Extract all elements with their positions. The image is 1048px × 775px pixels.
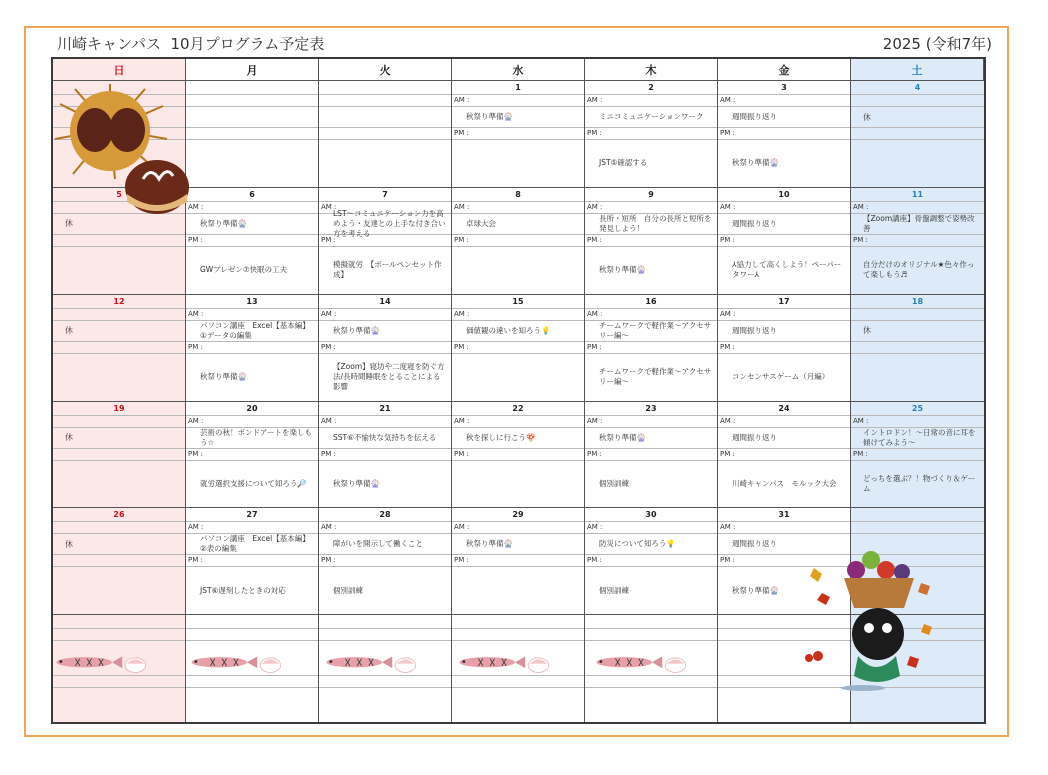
am-label	[851, 309, 984, 321]
am-label: AM :	[452, 309, 584, 321]
pm-activity: 秋祭り準備🎡	[732, 158, 779, 168]
am-activity: 障がいを開示して働くこと	[319, 534, 451, 555]
calendar-day-cell	[851, 188, 984, 295]
pm-activity: 秋祭り準備🎡	[732, 585, 779, 595]
pm-label: PM :	[186, 555, 318, 567]
am-activity: 卓球大会	[452, 214, 584, 235]
am-activity: 芸術の秋！ボンドアートを楽しもう☆	[186, 428, 318, 449]
day-number: 29	[452, 508, 584, 522]
calendar-day-cell	[585, 402, 718, 509]
pm-label	[851, 342, 984, 354]
day-number	[851, 508, 984, 522]
pm-label: PM :	[851, 235, 984, 247]
am-activity: パソコン講座 Excel【基本編】②表の編集	[186, 534, 318, 555]
am-activity: パソコン講座 Excel【基本編】①データの編集	[186, 321, 318, 342]
am-label	[186, 95, 318, 107]
blank-row	[53, 615, 185, 629]
am-label: AM :	[585, 416, 717, 428]
pm-label	[53, 555, 185, 567]
day-number	[186, 81, 318, 95]
am-activity: チームワークで軽作業～アクセサリー編～	[585, 321, 717, 342]
character-with-fruit-basket-illustration	[806, 548, 951, 694]
am-label	[53, 309, 185, 321]
pm-label	[53, 449, 185, 461]
holiday-label: 休	[53, 214, 185, 235]
day-header: 日	[53, 59, 186, 81]
am-activity: 週間振り返り	[718, 107, 850, 128]
am-activity: 秋祭り準備🎡	[186, 214, 318, 235]
am-label: AM :	[319, 309, 451, 321]
am-activity: SST⑥不愉快な気持ちを伝える	[319, 428, 451, 449]
calendar-day-cell	[585, 81, 718, 188]
pm-activity: 秋祭り準備🎡	[599, 265, 646, 275]
day-number: 3	[718, 81, 850, 95]
day-number: 7	[319, 188, 451, 202]
am-label: AM :	[186, 202, 318, 214]
blank-row	[452, 676, 584, 688]
calendar-day-cell	[186, 295, 319, 402]
day-number: 26	[53, 508, 185, 522]
day-header: 火	[319, 59, 452, 81]
blank-row	[319, 629, 451, 641]
pm-label: PM :	[585, 449, 717, 461]
am-activity: 【Zoom講座】骨盤調整で姿勢改善	[851, 214, 984, 235]
pm-activity: どっちを選ぶ？！物づくり＆ゲーム	[863, 473, 976, 493]
pm-label	[319, 128, 451, 140]
pm-activity: 秋祭り準備🎡	[200, 372, 247, 382]
holiday-label: 休	[53, 321, 185, 342]
am-label	[53, 522, 185, 534]
blank-row	[452, 629, 584, 641]
day-number: 2	[585, 81, 717, 95]
pm-activity	[452, 354, 584, 401]
am-label: AM :	[718, 416, 850, 428]
grilled-fish-icon	[190, 651, 285, 675]
am-activity: 価値観の違いを知ろう💡	[452, 321, 584, 342]
calendar-day-cell	[319, 508, 452, 615]
am-label: AM :	[319, 202, 451, 214]
day-header: 水	[452, 59, 585, 81]
am-label: AM :	[319, 522, 451, 534]
calendar-day-cell	[851, 81, 984, 188]
calendar-day-cell	[718, 295, 851, 402]
am-label: AM :	[585, 522, 717, 534]
am-activity: 秋を探しに行こう🍄	[452, 428, 584, 449]
pm-label: PM :	[452, 235, 584, 247]
am-label: AM :	[452, 202, 584, 214]
grilled-fish-icon	[458, 651, 553, 675]
pm-label	[53, 342, 185, 354]
pm-activity	[851, 354, 984, 401]
day-number: 21	[319, 402, 451, 416]
pm-label: PM :	[452, 342, 584, 354]
pm-activity: 就労選択支援について知ろう🔎	[200, 478, 307, 488]
am-label: AM :	[585, 309, 717, 321]
am-activity: 秋祭り準備🎡	[319, 321, 451, 342]
am-label: AM :	[851, 202, 984, 214]
pm-activity: コンセンサスゲーム（月編）	[732, 372, 830, 382]
pm-label: PM :	[452, 128, 584, 140]
day-number: 1	[452, 81, 584, 95]
pm-activity	[319, 140, 451, 187]
blank-row	[186, 676, 318, 688]
pm-label: PM :	[585, 235, 717, 247]
pm-activity: 個別訓練	[599, 585, 629, 595]
pm-label: PM :	[718, 235, 850, 247]
holiday-label: 休	[851, 107, 984, 128]
am-activity: 防災について知ろう💡	[585, 534, 717, 555]
calendar-day-cell	[585, 188, 718, 295]
pm-activity: 【Zoom】寝坊や二度寝を防ぐ方法/長時間睡眠をとることによる影響	[333, 362, 445, 392]
blank-row	[585, 688, 717, 722]
blank-row	[53, 676, 185, 688]
day-number: 6	[186, 188, 318, 202]
day-number: 31	[718, 508, 850, 522]
pm-label: PM :	[718, 555, 850, 567]
pm-activity	[452, 247, 584, 294]
pm-activity	[53, 567, 185, 614]
am-label: AM :	[452, 95, 584, 107]
pm-activity	[452, 461, 584, 508]
pm-activity: 模擬就労 【ボールペンセット作成】	[333, 260, 442, 280]
calendar-day-cell	[319, 402, 452, 509]
pm-label: PM :	[585, 555, 717, 567]
calendar-day-cell	[186, 188, 319, 295]
day-number: 17	[718, 295, 850, 309]
pm-activity: 個別訓練	[333, 585, 363, 595]
am-label	[319, 95, 451, 107]
pm-label	[53, 235, 185, 247]
calendar-day-cell	[186, 508, 319, 615]
blank-row	[319, 676, 451, 688]
pm-label: PM :	[319, 342, 451, 354]
pm-label: PM :	[319, 555, 451, 567]
pm-activity: ⅄協力して高くしよう！ペーパータワー⅄	[732, 260, 842, 280]
am-label: AM :	[452, 416, 584, 428]
calendar-day-cell	[186, 402, 319, 509]
holiday-label: 休	[53, 428, 185, 449]
calendar-day-cell	[718, 402, 851, 509]
pm-label: PM :	[585, 128, 717, 140]
day-number: 13	[186, 295, 318, 309]
calendar-day-cell	[718, 81, 851, 188]
blank-row	[53, 688, 185, 722]
day-number: 14	[319, 295, 451, 309]
pm-label: PM :	[718, 128, 850, 140]
blank-row	[452, 688, 584, 722]
pm-label: PM :	[452, 449, 584, 461]
am-activity: 週間振り返り	[718, 534, 850, 555]
calendar-day-cell	[186, 81, 319, 188]
blank-row	[53, 629, 185, 641]
calendar-day-cell	[452, 188, 585, 295]
blank-row	[585, 629, 717, 641]
pm-label: PM :	[585, 342, 717, 354]
grilled-fish-icon	[55, 651, 150, 675]
blank-row	[186, 688, 318, 722]
am-activity: LST～コミュニケーション力を高めよう・友達との上手な付き合い方を考える	[319, 214, 451, 235]
day-number: 15	[452, 295, 584, 309]
pm-activity: チームワークで軽作業～アクセサリー編～	[599, 367, 712, 387]
am-activity: ミニコミュニケーションワーク	[585, 107, 717, 128]
pm-label: PM :	[319, 449, 451, 461]
calendar-day-cell	[718, 188, 851, 295]
pm-label: PM :	[718, 342, 850, 354]
calendar-day-cell	[452, 508, 585, 615]
am-label	[851, 95, 984, 107]
day-number: 22	[452, 402, 584, 416]
page-year: 2025 (令和7年)	[882, 35, 992, 53]
day-number: 27	[186, 508, 318, 522]
calendar-day-cell	[53, 402, 186, 509]
day-header: 土	[851, 59, 984, 81]
day-number: 30	[585, 508, 717, 522]
day-number: 12	[53, 295, 185, 309]
pm-activity	[186, 140, 318, 187]
blank-row	[186, 615, 318, 629]
blank-row	[319, 615, 451, 629]
chestnut-illustration	[55, 84, 195, 216]
blank-row	[452, 615, 584, 629]
am-label: AM :	[718, 95, 850, 107]
pm-activity: JST⑤確認する	[599, 158, 648, 168]
pm-activity: JST⑥遅刻したときの対応	[200, 585, 286, 595]
pm-label: PM :	[718, 449, 850, 461]
calendar-day-cell	[452, 402, 585, 509]
am-label: AM :	[585, 202, 717, 214]
am-label: AM :	[319, 416, 451, 428]
am-activity	[319, 107, 451, 128]
blank-row	[186, 629, 318, 641]
pm-activity: 自分だけのオリジナル★色々作って楽しもう♬	[863, 260, 975, 280]
pm-activity	[53, 247, 185, 294]
day-number: 16	[585, 295, 717, 309]
pm-label: PM :	[851, 449, 984, 461]
am-label: AM :	[718, 309, 850, 321]
am-label: AM :	[186, 522, 318, 534]
holiday-label: 休	[53, 534, 185, 555]
am-activity: 週間振り返り	[718, 214, 850, 235]
pm-activity	[452, 567, 584, 614]
calendar-day-cell	[585, 295, 718, 402]
am-activity: 週間振り返り	[718, 321, 850, 342]
day-number: 20	[186, 402, 318, 416]
blank-row	[585, 615, 717, 629]
pm-activity: GWプレゼン⑦快眠の工夫	[200, 265, 288, 275]
am-label	[53, 416, 185, 428]
pm-activity	[851, 140, 984, 187]
blank-row	[319, 688, 451, 722]
day-number: 24	[718, 402, 850, 416]
am-label: AM :	[186, 416, 318, 428]
am-label: AM :	[718, 522, 850, 534]
pm-activity	[452, 140, 584, 187]
day-number: 28	[319, 508, 451, 522]
day-header: 木	[585, 59, 718, 81]
pm-label	[851, 128, 984, 140]
calendar-day-cell	[319, 81, 452, 188]
pm-activity	[53, 354, 185, 401]
grilled-fish-icon	[325, 651, 420, 675]
page-title: 川崎キャンパス 10月プログラム予定表	[57, 35, 325, 53]
am-activity: 秋祭り準備🎡	[452, 534, 584, 555]
am-activity: 秋祭り準備🎡	[452, 107, 584, 128]
calendar-day-cell	[452, 295, 585, 402]
pm-label: PM :	[186, 235, 318, 247]
pm-activity: 秋祭り準備🎡	[333, 478, 380, 488]
am-activity: イントロドン！～日常の音に耳を傾けてみよう～	[851, 428, 984, 449]
pm-activity: 個別訓練	[599, 478, 629, 488]
am-label: AM :	[585, 95, 717, 107]
am-label	[851, 522, 984, 534]
day-number: 18	[851, 295, 984, 309]
am-label: AM :	[186, 309, 318, 321]
am-label: AM :	[851, 416, 984, 428]
holiday-label: 休	[851, 321, 984, 342]
day-number	[319, 81, 451, 95]
calendar-day-cell	[452, 81, 585, 188]
day-number: 4	[851, 81, 984, 95]
pm-activity	[53, 461, 185, 508]
day-number: 11	[851, 188, 984, 202]
day-number: 23	[585, 402, 717, 416]
blank-row	[585, 676, 717, 688]
am-activity: 長所・短所 自分の長所と短所を発見しよう！	[585, 214, 717, 235]
am-activity: 秋祭り準備🎡	[585, 428, 717, 449]
pm-activity: 川崎キャンパス モルック大会	[732, 478, 837, 488]
pm-label: PM :	[186, 342, 318, 354]
day-number: 8	[452, 188, 584, 202]
day-number: 9	[585, 188, 717, 202]
day-number: 5	[53, 188, 185, 202]
pm-label: PM :	[186, 449, 318, 461]
calendar-day-cell	[319, 295, 452, 402]
am-label: AM :	[718, 202, 850, 214]
calendar-day-cell	[319, 188, 452, 295]
am-activity	[186, 107, 318, 128]
day-number: 25	[851, 402, 984, 416]
grilled-fish-icon	[595, 651, 690, 675]
calendar-day-cell	[53, 295, 186, 402]
am-activity: 週間振り返り	[718, 428, 850, 449]
calendar-day-cell	[585, 508, 718, 615]
day-header: 月	[186, 59, 319, 81]
day-number: 10	[718, 188, 850, 202]
pm-label: PM :	[452, 555, 584, 567]
day-number: 19	[53, 402, 185, 416]
calendar-day-cell	[851, 402, 984, 509]
pm-label	[186, 128, 318, 140]
pm-label: PM :	[319, 235, 451, 247]
am-label: AM :	[452, 522, 584, 534]
calendar-day-cell	[53, 508, 186, 615]
calendar-day-cell	[851, 295, 984, 402]
day-header: 金	[718, 59, 851, 81]
